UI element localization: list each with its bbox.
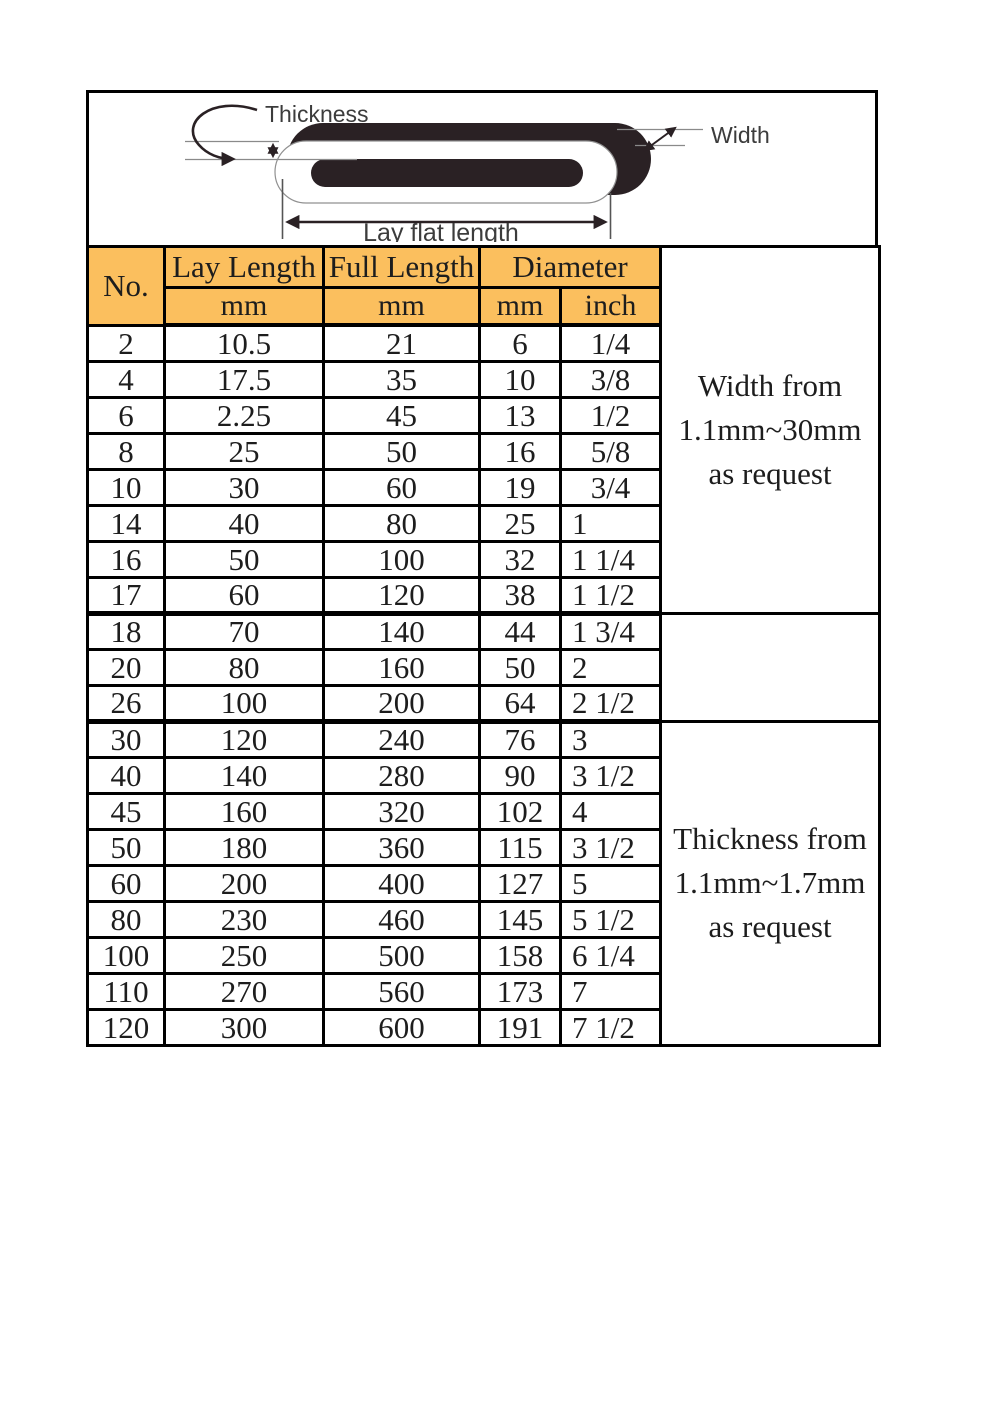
diameter-mm-cell: 127 <box>480 865 561 901</box>
no-cell: 110 <box>88 973 165 1009</box>
lay-length-cell: 270 <box>165 973 324 1009</box>
no-cell: 10 <box>88 469 165 505</box>
diameter-mm-cell: 173 <box>480 973 561 1009</box>
diameter-mm-cell: 158 <box>480 937 561 973</box>
lay-length-cell: 200 <box>165 865 324 901</box>
diameter-inch-cell: 6 1/4 <box>561 937 661 973</box>
lay-length-cell: 180 <box>165 829 324 865</box>
no-cell: 20 <box>88 649 165 685</box>
diameter-mm-cell: 64 <box>480 685 561 721</box>
diameter-mm-cell: 6 <box>480 325 561 361</box>
lay-length-cell: 2.25 <box>165 397 324 433</box>
diameter-inch-cell: 1/2 <box>561 397 661 433</box>
no-cell: 30 <box>88 721 165 757</box>
no-cell: 40 <box>88 757 165 793</box>
diameter-mm-cell: 19 <box>480 469 561 505</box>
full-length-cell: 600 <box>324 1009 480 1045</box>
full-length-cell: 60 <box>324 469 480 505</box>
diameter-mm-cell: 25 <box>480 505 561 541</box>
no-cell: 45 <box>88 793 165 829</box>
annotation-line: as request <box>708 909 832 944</box>
diameter-inch-cell: 3/4 <box>561 469 661 505</box>
diameter-inch-cell: 3 1/2 <box>561 757 661 793</box>
thickness-pointer-arrow <box>193 106 257 159</box>
diameter-mm-cell: 13 <box>480 397 561 433</box>
header-lay-length: Lay Length <box>165 247 324 288</box>
diameter-mm-cell: 32 <box>480 541 561 577</box>
full-length-cell: 320 <box>324 793 480 829</box>
lay-length-cell: 120 <box>165 721 324 757</box>
no-cell: 4 <box>88 361 165 397</box>
lay-length-cell: 230 <box>165 901 324 937</box>
diameter-inch-cell: 2 <box>561 649 661 685</box>
annotation-line: Thickness from <box>673 820 867 856</box>
full-length-cell: 45 <box>324 397 480 433</box>
annotation-cell <box>661 247 880 614</box>
no-cell: 26 <box>88 685 165 721</box>
spec-sheet <box>86 90 878 1047</box>
unit-full-mm: mm <box>324 288 480 326</box>
diameter-inch-cell: 1 3/4 <box>561 613 661 649</box>
no-cell: 80 <box>88 901 165 937</box>
header-full-length: Full Length <box>324 247 480 288</box>
band-shape <box>275 123 651 203</box>
diameter-mm-cell: 10 <box>480 361 561 397</box>
diameter-inch-cell: 5 <box>561 865 661 901</box>
band-diagram-svg <box>89 93 875 242</box>
diameter-mm-cell: 16 <box>480 433 561 469</box>
no-cell: 120 <box>88 1009 165 1045</box>
diameter-inch-cell: 7 1/2 <box>561 1009 661 1045</box>
lay-length-cell: 25 <box>165 433 324 469</box>
full-length-cell: 200 <box>324 685 480 721</box>
full-length-cell: 560 <box>324 973 480 1009</box>
full-length-cell: 400 <box>324 865 480 901</box>
lay-length-cell: 160 <box>165 793 324 829</box>
diameter-inch-cell: 2 1/2 <box>561 685 661 721</box>
diameter-inch-cell: 1/4 <box>561 325 661 361</box>
unit-dia-mm: mm <box>480 288 561 326</box>
lay-length-cell: 70 <box>165 613 324 649</box>
full-length-cell: 80 <box>324 505 480 541</box>
no-cell: 17 <box>88 577 165 613</box>
table-row <box>88 613 880 649</box>
full-length-cell: 160 <box>324 649 480 685</box>
annotation-line: as request <box>708 455 832 491</box>
no-cell: 2 <box>88 325 165 361</box>
diameter-inch-cell: 1 1/2 <box>561 577 661 613</box>
header-diameter: Diameter <box>480 247 661 288</box>
no-cell: 18 <box>88 613 165 649</box>
diameter-mm-cell: 50 <box>480 649 561 685</box>
annotation-line: 1.1mm~1.7mm <box>674 864 866 900</box>
diameter-inch-cell: 5 1/2 <box>561 901 661 937</box>
lay-length-cell: 140 <box>165 757 324 793</box>
lay-length-cell: 300 <box>165 1009 324 1045</box>
diameter-mm-cell: 102 <box>480 793 561 829</box>
band-diagram <box>86 90 878 245</box>
no-cell: 8 <box>88 433 165 469</box>
diameter-inch-cell: 3 1/2 <box>561 829 661 865</box>
full-length-cell: 280 <box>324 757 480 793</box>
annotation-line: Width from <box>697 367 843 403</box>
lay-flat-length-label: Lay flat length <box>363 219 519 242</box>
lay-length-cell: 40 <box>165 505 324 541</box>
table-row <box>88 721 880 757</box>
diameter-mm-cell: 38 <box>480 577 561 613</box>
full-length-cell: 460 <box>324 901 480 937</box>
full-length-cell: 50 <box>324 433 480 469</box>
annotation-line: 1.1mm~30mm <box>678 411 862 447</box>
lay-length-cell: 60 <box>165 577 324 613</box>
width-arrow <box>645 128 675 150</box>
full-length-cell: 100 <box>324 541 480 577</box>
diameter-inch-cell: 3/8 <box>561 361 661 397</box>
full-length-cell: 120 <box>324 577 480 613</box>
unit-dia-inch: inch <box>561 288 661 326</box>
lay-length-cell: 30 <box>165 469 324 505</box>
full-length-cell: 35 <box>324 361 480 397</box>
no-cell: 6 <box>88 397 165 433</box>
unit-lay-mm: mm <box>165 288 324 326</box>
no-cell: 16 <box>88 541 165 577</box>
diameter-mm-cell: 90 <box>480 757 561 793</box>
diameter-inch-cell: 1 <box>561 505 661 541</box>
no-cell: 100 <box>88 937 165 973</box>
thickness-label: Thickness <box>265 101 369 127</box>
annotation-cell <box>661 613 880 721</box>
diameter-inch-cell: 1 1/4 <box>561 541 661 577</box>
no-cell: 14 <box>88 505 165 541</box>
diameter-inch-cell: 7 <box>561 973 661 1009</box>
diameter-mm-cell: 191 <box>480 1009 561 1045</box>
diameter-inch-cell: 3 <box>561 721 661 757</box>
full-length-cell: 240 <box>324 721 480 757</box>
no-cell: 60 <box>88 865 165 901</box>
spec-table <box>86 245 881 1047</box>
header-no: No. <box>88 247 165 326</box>
lay-length-cell: 80 <box>165 649 324 685</box>
lay-length-cell: 17.5 <box>165 361 324 397</box>
diameter-mm-cell: 115 <box>480 829 561 865</box>
diameter-mm-cell: 145 <box>480 901 561 937</box>
diameter-inch-cell: 4 <box>561 793 661 829</box>
lay-length-cell: 10.5 <box>165 325 324 361</box>
full-length-cell: 360 <box>324 829 480 865</box>
diameter-mm-cell: 44 <box>480 613 561 649</box>
width-label: Width <box>711 122 770 148</box>
header-row <box>88 247 880 288</box>
lay-length-cell: 100 <box>165 685 324 721</box>
no-cell: 50 <box>88 829 165 865</box>
diameter-mm-cell: 76 <box>480 721 561 757</box>
annotation-cell <box>661 721 880 1045</box>
lay-length-cell: 250 <box>165 937 324 973</box>
full-length-cell: 500 <box>324 937 480 973</box>
lay-length-cell: 50 <box>165 541 324 577</box>
full-length-cell: 140 <box>324 613 480 649</box>
full-length-cell: 21 <box>324 325 480 361</box>
diameter-inch-cell: 5/8 <box>561 433 661 469</box>
